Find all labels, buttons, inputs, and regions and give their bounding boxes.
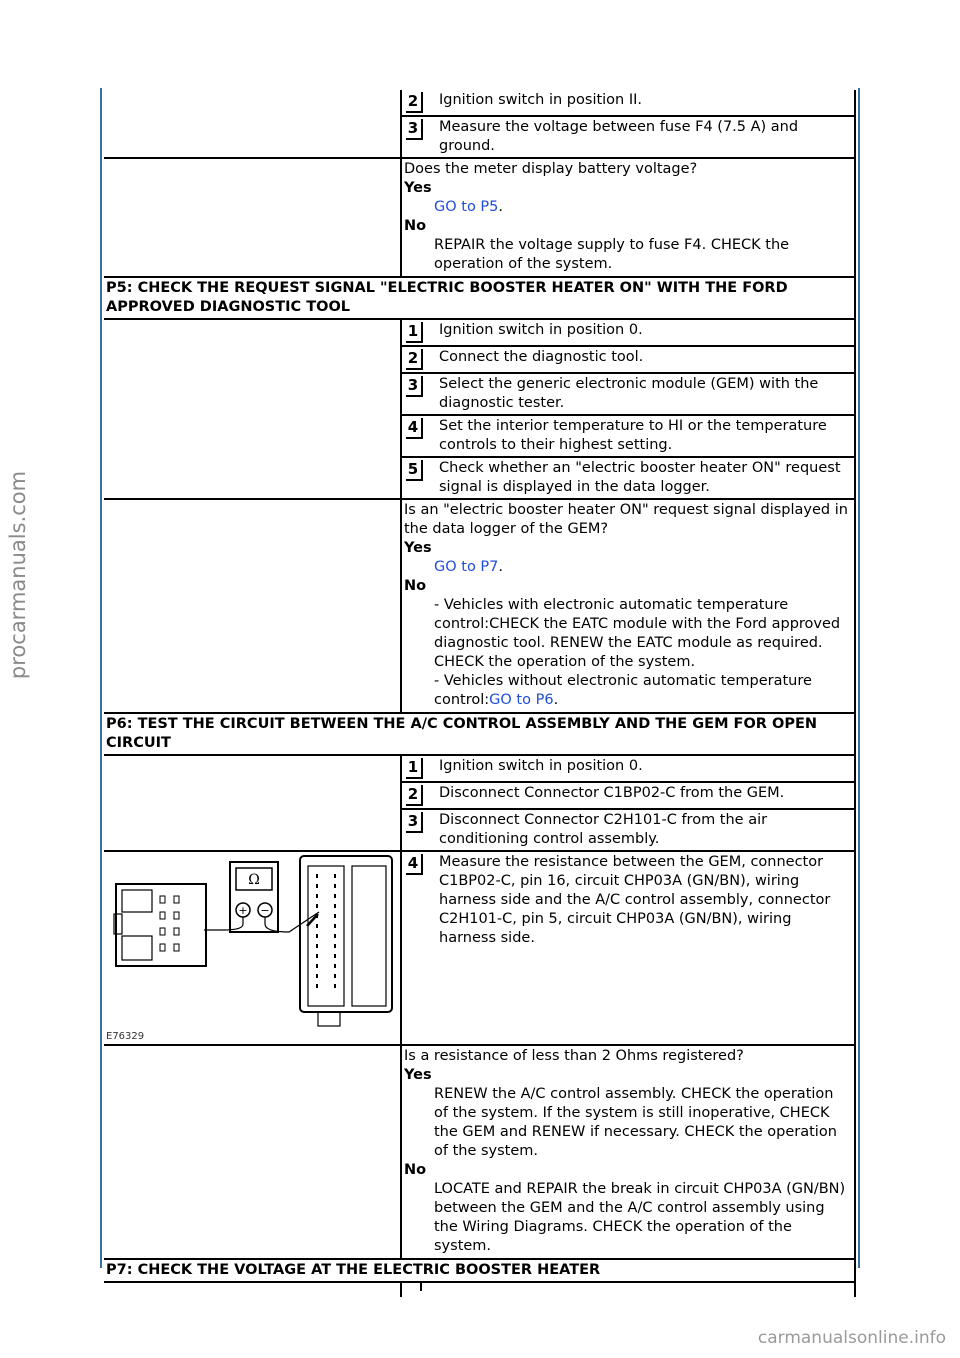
step — [402, 458, 856, 498]
question-text: Does the meter display battery voltage? — [404, 161, 698, 177]
question-text: Is a resistance of less than 2 Ohms registered? — [404, 1048, 744, 1064]
step-number: 2 — [406, 92, 423, 113]
ohm-symbol: Ω — [248, 872, 260, 888]
step-text: Check whether an "electric booster heater ON" request signal is displayed in the data logger. — [439, 460, 841, 495]
step-number: 3 — [406, 376, 423, 397]
p6-steps-row — [104, 756, 856, 852]
step — [402, 117, 856, 157]
step-number: 5 — [406, 460, 423, 481]
no-answer-1: - Vehicles with electronic automatic temperature control:CHECK the EATC module with the Ford approved diagnostic tool. RENEW the EATC module as required. CHECK the operation of the system. — [434, 597, 841, 670]
step — [402, 852, 856, 949]
p6-question-row — [104, 1046, 856, 1260]
yes-label: Yes — [404, 540, 432, 556]
yes-label: Yes — [404, 1067, 432, 1083]
p6-figure-row — [104, 852, 856, 1046]
step-text: Ignition switch in position 0. — [439, 322, 643, 338]
p7-header: P7: CHECK THE VOLTAGE AT THE ELECTRIC BOOSTER HEATER — [104, 1260, 856, 1283]
step — [402, 347, 856, 374]
goto-p6-link[interactable]: GO to P6 — [489, 692, 554, 708]
probe-wire-left — [204, 917, 243, 930]
minus-terminal-label: − — [260, 904, 270, 917]
step-text: Ignition switch in position II. — [439, 92, 643, 108]
step-number: 1 — [406, 322, 423, 343]
p4-question-cell — [400, 159, 856, 276]
yes-answer: RENEW the A/C control assembly. CHECK the operation of the system. If the system is still inoperative, CHECK the GEM and RENEW if necessary. CHECK the operation of the system. — [434, 1086, 837, 1159]
step — [402, 756, 856, 783]
step-text: Set the interior temperature to HI or the temperature controls to their highest setting. — [439, 418, 827, 453]
frame-line-left — [100, 88, 102, 1268]
yes-label: Yes — [404, 180, 432, 196]
step-text: Ignition switch in position 0. — [439, 758, 643, 774]
connector-pins — [316, 874, 336, 988]
p5-question-row — [104, 500, 856, 714]
p6-step4-cell — [400, 852, 856, 1044]
no-label: No — [404, 1162, 427, 1178]
no-answer: REPAIR the voltage supply to fuse F4. CHECK the operation of the system. — [434, 237, 790, 272]
p6-steps-cell — [400, 756, 856, 850]
p5-question-cell — [400, 500, 856, 712]
step-number: 2 — [406, 785, 423, 806]
yes-period: . — [498, 559, 504, 575]
bottom-watermark: carmanualsonline.info — [757, 1328, 946, 1348]
step-number: 4 — [406, 854, 423, 875]
step-text: Disconnect Connector C1BP02-C from the GEM. — [439, 785, 785, 801]
no-label: No — [404, 218, 427, 234]
p6-question-cell — [400, 1046, 856, 1258]
no-answer-2-text: - Vehicles without electronic automatic temperature control: — [434, 673, 812, 708]
ac-control-connector-shape — [300, 856, 392, 1026]
step — [402, 783, 856, 810]
side-watermark: procarmanuals.com — [6, 470, 30, 680]
no-answer: LOCATE and REPAIR the break in circuit CHP03A (GN/BN) between the GEM and the A/C control assembly using the Wiring Diagrams. CHECK the operation of the system. — [434, 1181, 846, 1254]
step-text: Measure the resistance between the GEM, connector C1BP02-C, pin 16, circuit CHP03A (GN/BN), wiring harness side and the A/C control assembly, connector C2H101-C, pin 5, circuit CHP03A (GN/BN), wiring harness side. — [439, 854, 831, 946]
p4-tail-steps-row — [104, 90, 856, 159]
goto-p5-link[interactable]: GO to P5 — [434, 199, 499, 215]
p6-header: P6: TEST THE CIRCUIT BETWEEN THE A/C CONTROL ASSEMBLY AND THE GEM FOR OPEN CIRCUIT — [104, 714, 856, 756]
gem-connector-shape — [114, 884, 206, 966]
p5-header: P5: CHECK THE REQUEST SIGNAL "ELECTRIC BOOSTER HEATER ON" WITH THE FORD APPROVED DIAGNOSTIC TOOL — [104, 278, 856, 320]
yes-period: . — [498, 199, 504, 215]
ohmmeter-shape — [230, 862, 278, 932]
step-text: Measure the voltage between fuse F4 (7.5 A) and ground. — [439, 119, 799, 154]
yes-answer — [404, 558, 852, 577]
p4-steps-cell — [400, 90, 856, 157]
no-label: No — [404, 578, 427, 594]
wiring-diagram-figure — [104, 852, 400, 1044]
p4-question-row — [104, 159, 856, 278]
step-text: Connect the diagnostic tool. — [439, 349, 644, 365]
p5-steps-row — [104, 320, 856, 500]
yes-answer — [404, 198, 852, 217]
step — [402, 90, 856, 117]
step-number: 4 — [406, 418, 423, 439]
step-number: 1 — [406, 758, 423, 779]
question-text: Is an "electric booster heater ON" request signal displayed in the data logger of the GEM? — [404, 502, 848, 537]
connector-diagram — [104, 852, 400, 1044]
no-answer-2 — [404, 672, 852, 710]
step-number-box-partial — [406, 1283, 422, 1291]
step — [402, 374, 856, 416]
step — [402, 320, 856, 347]
goto-p7-link[interactable]: GO to P7 — [434, 559, 499, 575]
procedure-table — [104, 90, 856, 1297]
step-number: 2 — [406, 349, 423, 370]
step — [402, 810, 856, 850]
p5-steps-cell — [400, 320, 856, 498]
step-number: 3 — [406, 119, 423, 140]
plus-terminal-label: + — [238, 904, 248, 917]
frame-line-right — [858, 88, 860, 1268]
figure-label: E76329 — [106, 1031, 145, 1042]
p7-steps-row-start — [400, 1283, 856, 1297]
no-period: . — [553, 692, 559, 708]
step-text: Select the generic electronic module (GEM) with the diagnostic tester. — [439, 376, 819, 411]
step-number: 3 — [406, 812, 423, 833]
step — [402, 416, 856, 458]
step-text: Disconnect Connector C2H101-C from the air conditioning control assembly. — [439, 812, 768, 847]
